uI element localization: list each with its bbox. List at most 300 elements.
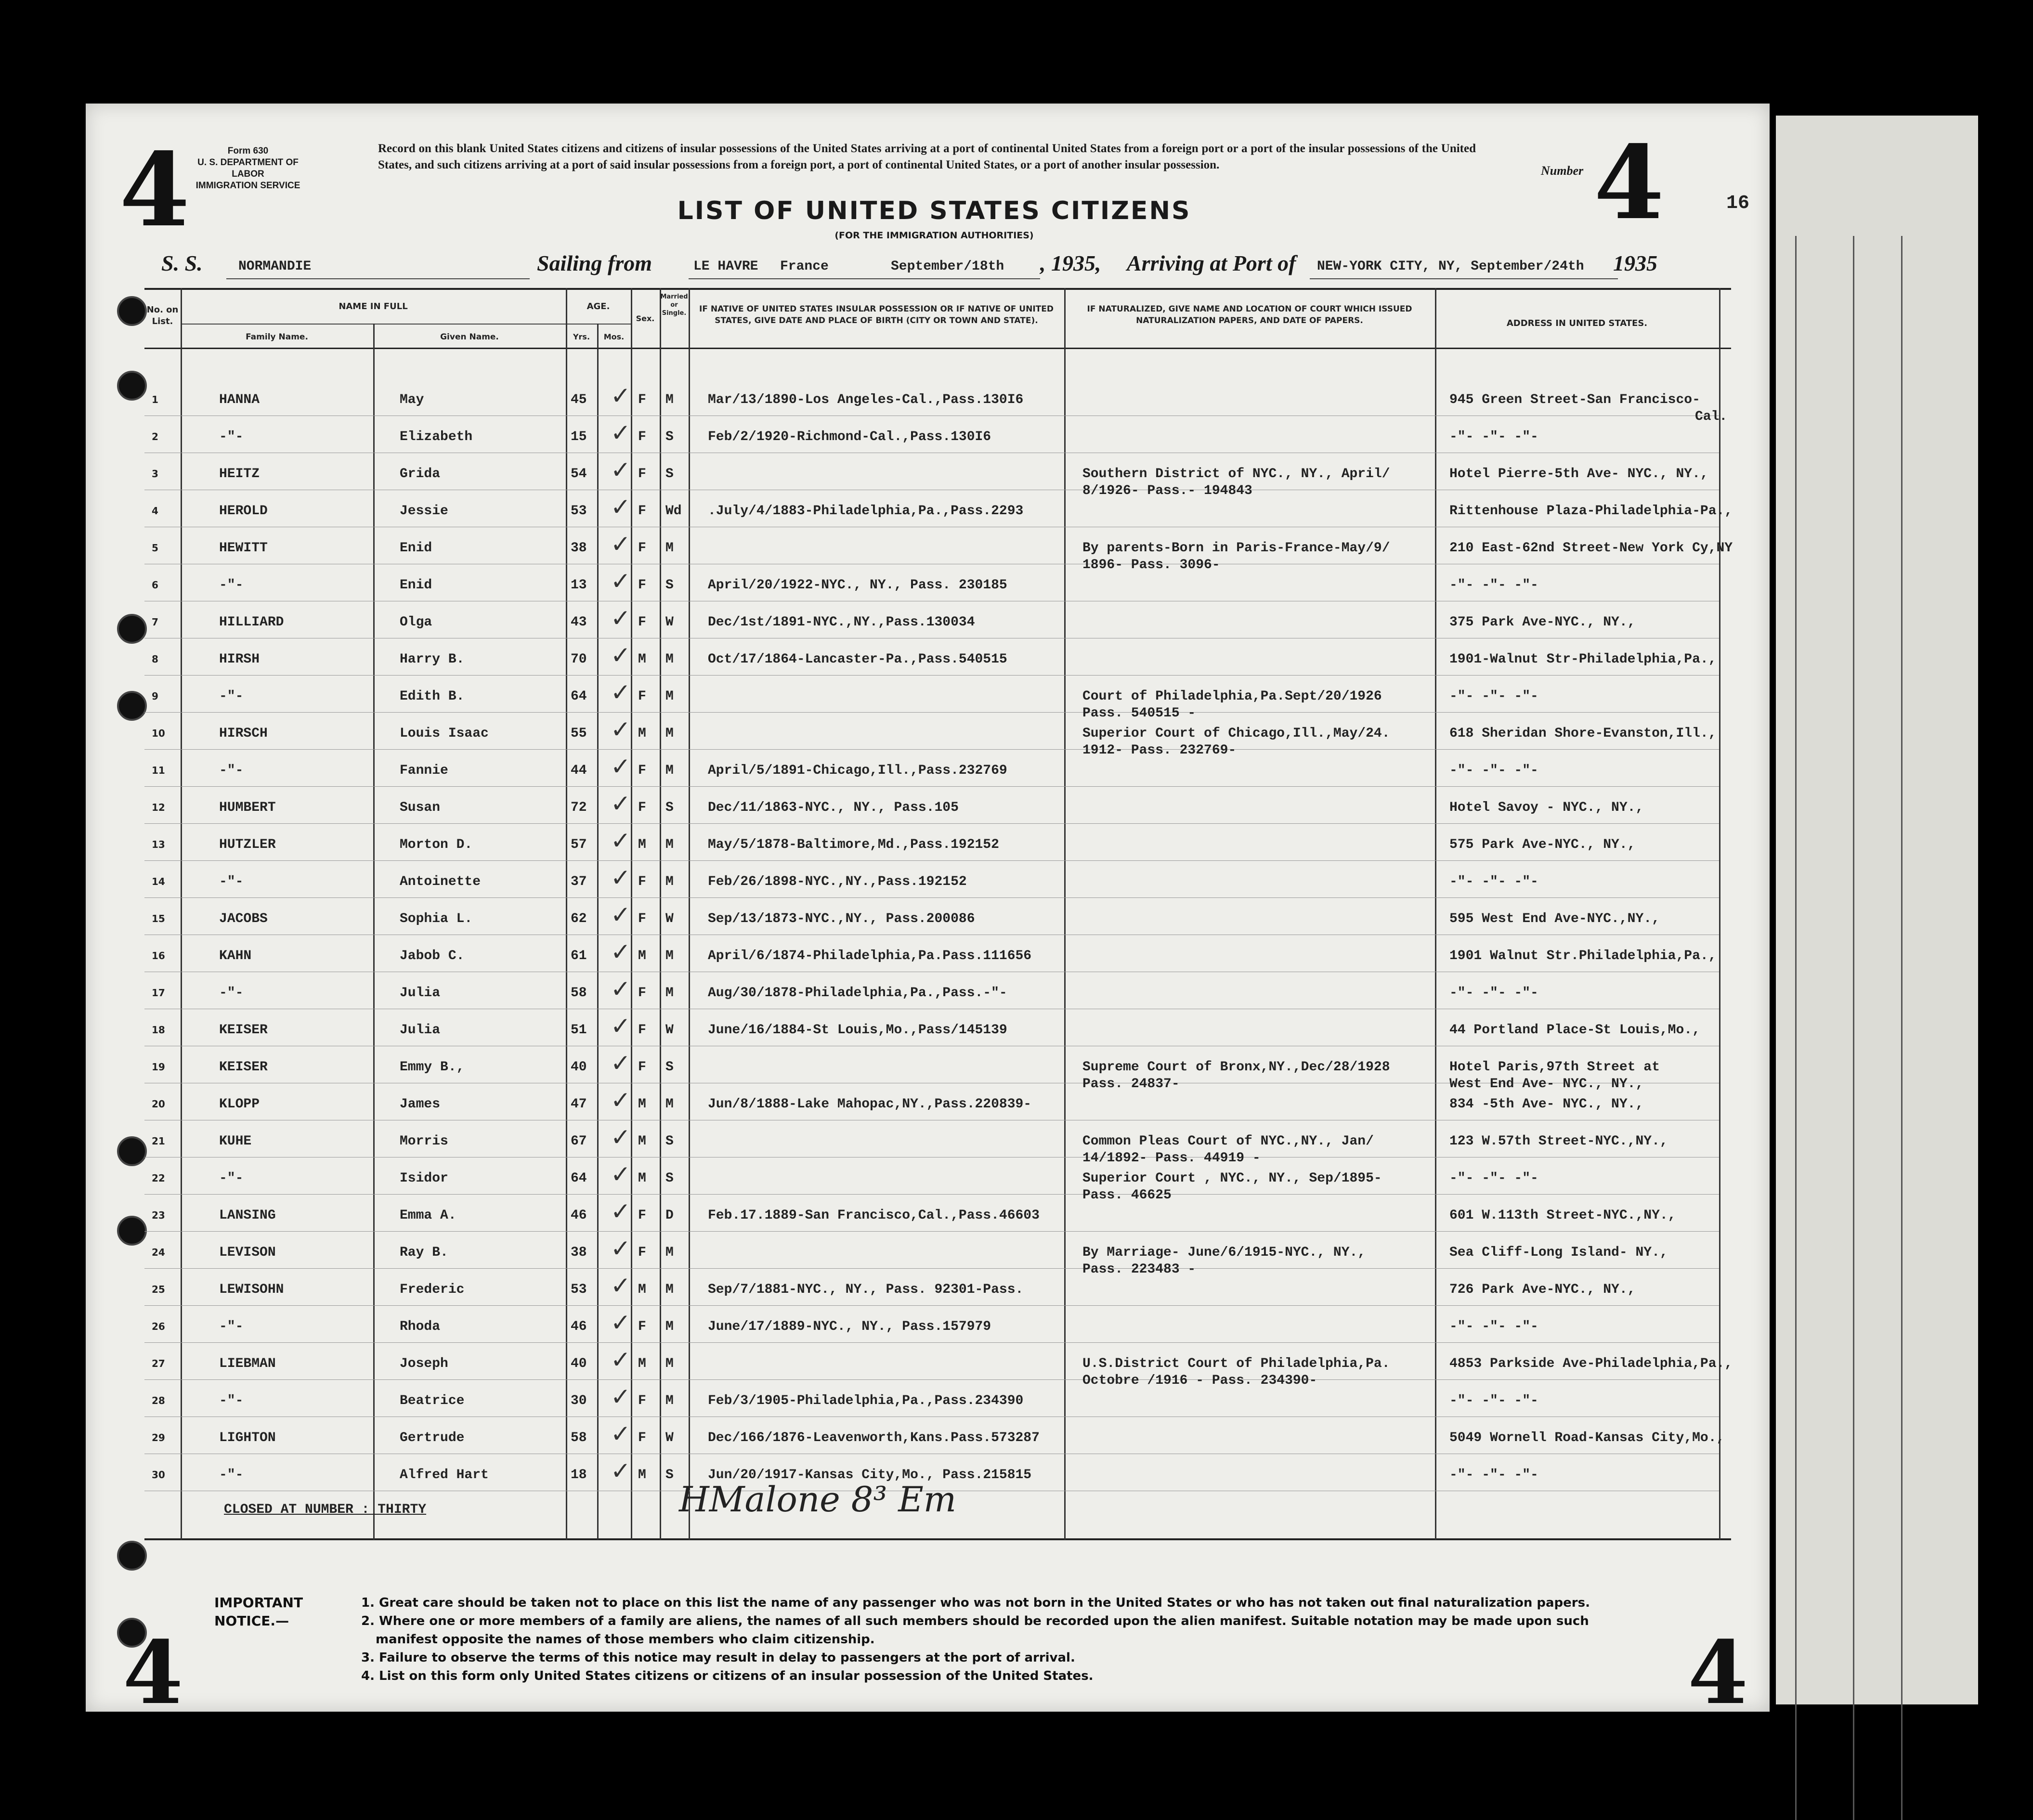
table-row: [0, 1269, 2033, 1306]
birth-details: Jun/20/1917-Kansas City,Mo., Pass.215815: [708, 1468, 1032, 1482]
birth-details: Aug/30/1878-Philadelphia,Pa.,Pass.-"-: [708, 986, 1007, 1001]
binder-hole: [117, 296, 147, 326]
family-name: -"-: [219, 874, 244, 889]
check-mark-icon: ✓: [611, 715, 631, 743]
check-mark-icon: ✓: [611, 901, 631, 929]
family-name: -"-: [219, 1468, 244, 1482]
birth-details: Sep/13/1873-NYC.,NY., Pass.200086: [708, 911, 975, 926]
row-number: 11: [152, 765, 165, 776]
marital-status: M: [665, 689, 674, 704]
table-top-border: [144, 288, 1731, 290]
us-address-line-2: Cal.: [1695, 409, 1728, 424]
table-row: [0, 1417, 2033, 1455]
sex: F: [638, 1430, 646, 1445]
check-mark-icon: ✓: [611, 493, 631, 521]
age-years: 38: [571, 1245, 587, 1260]
given-name: Gertrude: [400, 1430, 465, 1445]
naturalization-details-line-2: 1912- Pass. 232769-: [1082, 743, 1237, 758]
family-name: LEWISOHN: [219, 1282, 284, 1297]
row-rule: [144, 1305, 1719, 1306]
given-name: Edith B.: [400, 689, 465, 704]
departure-year: , 1935,: [1040, 251, 1101, 275]
row-number: 10: [152, 728, 165, 739]
sex: M: [638, 1097, 646, 1112]
col-header-given: Given Name.: [440, 332, 499, 342]
sex: M: [638, 1171, 646, 1186]
age-years: 67: [571, 1134, 587, 1149]
table-row: [0, 602, 2033, 639]
col-header-native: IF NATIVE OF UNITED STATES INSULAR POSSESSION OR IF NATIVE OF UNITED STATES, GIVE DATE AND PLACE OF BIRTH (CITY OR TOWN AND STATE).: [699, 304, 1054, 325]
list-number-top-right: 4: [1594, 123, 1665, 242]
col-header-sex: Sex.: [636, 314, 655, 323]
us-address: -"- -"- -"-: [1449, 986, 1538, 1001]
row-number: 1: [152, 394, 158, 405]
family-name: KLOPP: [219, 1097, 260, 1112]
family-name: -"-: [219, 578, 244, 593]
us-address: -"- -"- -"-: [1449, 1171, 1538, 1186]
col-header-mos: Mos.: [603, 332, 625, 341]
sex: M: [638, 837, 646, 852]
check-mark-icon: ✓: [611, 1012, 631, 1040]
family-name: HUMBERT: [219, 800, 276, 815]
marital-status: S: [665, 1468, 674, 1482]
table-row: [0, 416, 2033, 454]
row-rule: [144, 749, 1719, 750]
us-address: 375 Park Ave-NYC., NY.,: [1449, 615, 1636, 630]
marital-status: M: [665, 949, 674, 963]
check-mark-icon: ✓: [611, 753, 631, 780]
row-number: 6: [152, 579, 158, 591]
family-name: -"-: [219, 763, 244, 778]
page-title: LIST OF UNITED STATES CITIZENS: [677, 196, 1191, 225]
ship-name: NORMANDIE: [238, 259, 312, 274]
table-row: [0, 379, 2033, 424]
age-years: 43: [571, 615, 587, 630]
row-rule: [144, 786, 1719, 787]
list-number-bottom-left: 4: [123, 1622, 183, 1724]
table-row: [0, 1010, 2033, 1047]
us-address: -"- -"- -"-: [1449, 689, 1538, 704]
country-of-departure: France: [780, 259, 829, 274]
marital-status: W: [665, 615, 674, 630]
marital-status: W: [665, 1430, 674, 1445]
sex: M: [638, 652, 646, 667]
marital-status: S: [665, 1134, 674, 1149]
age-years: 38: [571, 541, 587, 556]
table-row: [0, 861, 2033, 898]
age-years: 44: [571, 763, 587, 778]
row-number: 18: [152, 1024, 165, 1036]
naturalization-details: Common Pleas Court of NYC.,NY., Jan/: [1082, 1134, 1374, 1149]
marital-status: W: [665, 1023, 674, 1038]
us-address: -"- -"- -"-: [1449, 1468, 1538, 1482]
table-row: [0, 1380, 2033, 1417]
family-name: HILLIARD: [219, 615, 284, 630]
us-address: -"- -"- -"-: [1449, 1393, 1538, 1408]
important-notice-items: [361, 1594, 1733, 1685]
age-years: 15: [571, 429, 587, 444]
row-number: 28: [152, 1395, 165, 1406]
col-header-no: No. on List.: [146, 305, 179, 326]
row-number: 23: [152, 1209, 165, 1221]
family-name: -"-: [219, 689, 244, 704]
marital-status: W: [665, 911, 674, 926]
sex: M: [638, 1282, 646, 1297]
family-name: HEITZ: [219, 467, 260, 481]
naturalization-details-line-2: Pass. 223483 -: [1082, 1262, 1196, 1277]
family-name: KEISER: [219, 1060, 268, 1075]
row-number: 15: [152, 913, 165, 924]
us-address: 945 Green Street-San Francisco-: [1449, 392, 1700, 407]
given-name: Jessie: [400, 504, 448, 519]
age-years: 53: [571, 1282, 587, 1297]
sailing-from-label: Sailing from: [537, 251, 652, 275]
check-mark-icon: ✓: [611, 1383, 631, 1411]
marital-status: M: [665, 837, 674, 852]
col-header-yrs: Yrs.: [573, 332, 590, 341]
given-name: Emmy B.,: [400, 1060, 465, 1075]
birth-details: Dec/1st/1891-NYC.,NY.,Pass.130034: [708, 615, 975, 630]
marital-status: M: [665, 541, 674, 556]
given-name: Julia: [400, 986, 441, 1001]
age-years: 64: [571, 1171, 587, 1186]
given-name: James: [400, 1097, 441, 1112]
table-row: [0, 1455, 2033, 1492]
age-years: 18: [571, 1468, 587, 1482]
us-address: -"- -"- -"-: [1449, 429, 1538, 444]
table-row: [0, 898, 2033, 936]
us-address: 1901-Walnut Str-Philadelphia,Pa.,: [1449, 652, 1717, 667]
sex: F: [638, 578, 646, 593]
naturalization-details-line-2: 1896- Pass. 3096-: [1082, 558, 1220, 572]
given-name: Susan: [400, 800, 441, 815]
check-mark-icon: ✓: [611, 1086, 631, 1114]
form-identification: [190, 145, 306, 192]
row-number: 29: [152, 1432, 165, 1443]
department-name: U. S. DEPARTMENT OF LABOR: [197, 157, 299, 179]
sex: M: [638, 1468, 646, 1482]
service-name: IMMIGRATION SERVICE: [195, 181, 300, 191]
marital-status: M: [665, 652, 674, 667]
check-mark-icon: ✓: [611, 827, 631, 855]
marital-status: S: [665, 467, 674, 481]
check-mark-icon: ✓: [611, 938, 631, 966]
row-rule: [144, 1268, 1719, 1269]
row-number: 9: [152, 690, 158, 702]
us-address: 4853 Parkside Ave-Philadelphia,Pa.,: [1449, 1356, 1733, 1371]
birth-details: April/20/1922-NYC., NY., Pass. 230185: [708, 578, 1007, 593]
marital-status: M: [665, 1393, 674, 1408]
list-number-bottom-right: 4: [1688, 1622, 1748, 1724]
age-years: 72: [571, 800, 587, 815]
sex: F: [638, 541, 646, 556]
check-mark-icon: ✓: [611, 864, 631, 892]
sex: F: [638, 615, 646, 630]
family-name: KAHN: [219, 949, 252, 963]
passenger-rows: [0, 379, 2033, 1492]
arrival-year: 1935: [1613, 251, 1657, 275]
birth-details: Feb.17.1889-San Francisco,Cal.,Pass.46603: [708, 1208, 1040, 1223]
sex: M: [638, 726, 646, 741]
check-mark-icon: ✓: [611, 1123, 631, 1151]
sex: F: [638, 800, 646, 815]
marital-status: D: [665, 1208, 674, 1223]
check-mark-icon: ✓: [611, 678, 631, 706]
us-address: 1901 Walnut Str.Philadelphia,Pa.,: [1449, 949, 1717, 963]
age-years: 62: [571, 911, 587, 926]
table-row: [0, 824, 2033, 861]
age-years: 55: [571, 726, 587, 741]
table-row: [0, 1232, 2033, 1277]
form-instructions: Record on this blank United States citizens and citizens of insular possessions of the United States arriving at a port of continental United States from a foreign port or a port of the insular possessions of the United States, and such citizens arriving at a port of said insular possessions from a foreign port, a port of continental United States, or a port of another insular possession.: [378, 142, 1476, 171]
naturalization-details-line-2: 14/1892- Pass. 44919 -: [1082, 1151, 1261, 1166]
check-mark-icon: ✓: [611, 382, 631, 410]
row-rule: [144, 1342, 1719, 1343]
family-name: JACOBS: [219, 911, 268, 926]
naturalization-details: U.S.District Court of Philadelphia,Pa.: [1082, 1356, 1390, 1371]
sex: F: [638, 1060, 646, 1075]
table-row: [0, 491, 2033, 528]
naturalization-details: Superior Court of Chicago,Ill.,May/24.: [1082, 726, 1390, 741]
birth-details: Dec/166/1876-Leavenworth,Kans.Pass.573287: [708, 1430, 1040, 1445]
birth-details: Jun/8/1888-Lake Mahopac,NY.,Pass.220839-: [708, 1097, 1032, 1112]
birth-details: April/6/1874-Philadelphia,Pa.Pass.111656: [708, 949, 1032, 963]
family-name: LEVISON: [219, 1245, 276, 1260]
check-mark-icon: ✓: [611, 1457, 631, 1485]
family-name: KEISER: [219, 1023, 268, 1038]
table-row: [0, 936, 2033, 973]
age-years: 54: [571, 467, 587, 481]
us-address: 44 Portland Place-St Louis,Mo.,: [1449, 1023, 1700, 1038]
given-name: Morton D.: [400, 837, 473, 852]
family-name: KUHE: [219, 1134, 252, 1149]
row-number: 27: [152, 1358, 165, 1369]
marital-status: M: [665, 986, 674, 1001]
sex: F: [638, 763, 646, 778]
row-number: 22: [152, 1172, 165, 1184]
us-address: 601 W.113th Street-NYC.,NY.,: [1449, 1208, 1676, 1223]
marital-status: M: [665, 1245, 674, 1260]
table-row: [0, 676, 2033, 721]
family-name: HUTZLER: [219, 837, 276, 852]
marital-status: S: [665, 1060, 674, 1075]
age-years: 13: [571, 578, 587, 593]
closed-at-number: CLOSED AT NUMBER : THIRTY: [224, 1502, 427, 1517]
table-row: [0, 750, 2033, 787]
arriving-label: Arriving at Port of: [1127, 251, 1296, 275]
us-address: Rittenhouse Plaza-Philadelphia-Pa.,: [1449, 504, 1733, 519]
given-name: Rhoda: [400, 1319, 441, 1334]
age-years: 57: [571, 837, 587, 852]
table-row: [0, 1084, 2033, 1121]
naturalization-details: Southern District of NYC., NY., April/: [1082, 467, 1390, 481]
table-row: [0, 713, 2033, 758]
age-years: 45: [571, 392, 587, 407]
row-number: 5: [152, 542, 158, 554]
inspector-signature: HMalone 8³ Em: [679, 1479, 957, 1520]
row-number: 20: [152, 1098, 165, 1110]
family-name: -"-: [219, 429, 244, 444]
check-mark-icon: ✓: [611, 1235, 631, 1262]
sex: F: [638, 911, 646, 926]
age-years: 46: [571, 1208, 587, 1223]
check-mark-icon: ✓: [611, 1346, 631, 1374]
family-name: -"-: [219, 1171, 244, 1186]
age-years: 61: [571, 949, 587, 963]
table-row: [0, 973, 2033, 1010]
age-years: 70: [571, 652, 587, 667]
notice-item-4: 4. List on this form only United States citizens or citizens of an insular possession of the United States.: [361, 1669, 1094, 1683]
check-mark-icon: ✓: [611, 975, 631, 1003]
naturalization-details-line-2: 8/1926- Pass.- 194843: [1082, 483, 1252, 498]
us-address: Sea Cliff-Long Island- NY.,: [1449, 1245, 1668, 1260]
departure-date: September/18th: [891, 259, 1004, 274]
table-bottom-border: [144, 1538, 1731, 1540]
notice-item-2: 2. Where one or more members of a family are aliens, the names of all such members should be recorded upon the alien manifest. Suitable notation may be made upon such: [361, 1614, 1589, 1628]
given-name: Antoinette: [400, 874, 481, 889]
row-number: 17: [152, 987, 165, 999]
form-id: Form 630: [227, 146, 269, 156]
notice-item-3: 3. Failure to observe the terms of this notice may result in delay to passengers at the port of arrival.: [361, 1651, 1075, 1665]
row-number: 25: [152, 1284, 165, 1295]
sex: F: [638, 504, 646, 519]
check-mark-icon: ✓: [611, 530, 631, 558]
naturalization-details: By Marriage- June/6/1915-NYC., NY.,: [1082, 1245, 1366, 1260]
sex: F: [638, 1393, 646, 1408]
age-years: 51: [571, 1023, 587, 1038]
birth-details: Feb/3/1905-Philadelphia,Pa.,Pass.234390: [708, 1393, 1024, 1408]
table-row: [0, 1343, 2033, 1388]
given-name: Frederic: [400, 1282, 465, 1297]
col-header-age: AGE.: [586, 301, 610, 312]
given-name: Harry B.: [400, 652, 465, 667]
marital-status: M: [665, 763, 674, 778]
row-number: 21: [152, 1135, 165, 1147]
birth-details: .July/4/1883-Philadelphia,Pa.,Pass.2293: [708, 504, 1024, 519]
row-rule: [144, 897, 1719, 898]
number-label: Number: [1541, 164, 1584, 178]
us-address: 210 East-62nd Street-New York Cy,NY: [1449, 541, 1733, 556]
us-address: -"- -"- -"-: [1449, 1319, 1538, 1334]
check-mark-icon: ✓: [611, 1049, 631, 1077]
check-mark-icon: ✓: [611, 790, 631, 818]
given-name: Sophia L.: [400, 911, 473, 926]
sex: F: [638, 1208, 646, 1223]
family-name: LANSING: [219, 1208, 276, 1223]
given-name: Beatrice: [400, 1393, 465, 1408]
family-name: HIRSCH: [219, 726, 268, 741]
us-address: 123 W.57th Street-NYC.,NY.,: [1449, 1134, 1668, 1149]
marital-status: S: [665, 429, 674, 444]
row-rule: [144, 823, 1719, 824]
naturalization-details: Superior Court , NYC., NY., Sep/1895-: [1082, 1171, 1382, 1186]
us-address: 595 West End Ave-NYC.,NY.,: [1449, 911, 1660, 926]
row-number: 2: [152, 431, 158, 442]
naturalization-details-line-2: Pass. 24837-: [1082, 1077, 1180, 1092]
col-header-married: Married or Single.: [660, 293, 688, 317]
birth-details: Feb/26/1898-NYC.,NY.,Pass.192152: [708, 874, 967, 889]
sex: F: [638, 1245, 646, 1260]
birth-details: June/16/1884-St Louis,Mo.,Pass/145139: [708, 1023, 1007, 1038]
underline: [1310, 278, 1618, 279]
table-row: [0, 1121, 2033, 1166]
age-years: 46: [571, 1319, 587, 1334]
given-name: Morris: [400, 1134, 448, 1149]
birth-details: June/17/1889-NYC., NY., Pass.157979: [708, 1319, 991, 1334]
col-header-address: ADDRESS IN UNITED STATES.: [1506, 318, 1648, 328]
check-mark-icon: ✓: [611, 604, 631, 632]
marital-status: Wd: [665, 504, 682, 519]
check-mark-icon: ✓: [611, 1272, 631, 1300]
marital-status: M: [665, 1282, 674, 1297]
table-row: [0, 1195, 2033, 1232]
page-subtitle: (FOR THE IMMIGRATION AUTHORITIES): [834, 230, 1034, 241]
marital-status: S: [665, 1171, 674, 1186]
col-header-family: Family Name.: [246, 332, 308, 342]
row-rule: [144, 1231, 1719, 1232]
us-address: -"- -"- -"-: [1449, 874, 1538, 889]
us-address-line-2: West End Ave- NYC., NY.,: [1449, 1077, 1644, 1092]
check-mark-icon: ✓: [611, 1420, 631, 1448]
family-name: -"-: [219, 1319, 244, 1334]
marital-status: M: [665, 874, 674, 889]
table-row: [0, 1047, 2033, 1092]
row-rule: [144, 1379, 1719, 1380]
age-years: 53: [571, 504, 587, 519]
us-address: 5049 Wornell Road-Kansas City,Mo.,: [1449, 1430, 1725, 1445]
notice-item-2-continued: manifest opposite the names of those members who claim citizenship.: [376, 1632, 875, 1647]
row-number: 16: [152, 950, 165, 962]
marital-status: M: [665, 392, 674, 407]
page-number: 16: [1726, 193, 1750, 214]
col-header-name: NAME IN FULL: [339, 301, 408, 312]
underline: [226, 278, 530, 279]
given-name: Isidor: [400, 1171, 448, 1186]
col-header-naturalized: IF NATURALIZED, GIVE NAME AND LOCATION OF COURT WHICH ISSUED NATURALIZATION PAPERS, AND DATE OF PAPERS.: [1087, 304, 1412, 325]
age-years: 64: [571, 689, 587, 704]
sex: M: [638, 949, 646, 963]
birth-details: May/5/1878-Baltimore,Md.,Pass.192152: [708, 837, 999, 852]
given-name: Enid: [400, 541, 432, 556]
given-name: Emma A.: [400, 1208, 456, 1223]
sex: F: [638, 689, 646, 704]
row-number: 3: [152, 468, 158, 480]
row-rule: [144, 675, 1719, 676]
us-address: 834 -5th Ave- NYC., NY.,: [1449, 1097, 1644, 1112]
marital-status: M: [665, 1097, 674, 1112]
row-rule: [144, 860, 1719, 861]
sex: F: [638, 429, 646, 444]
given-name: Olga: [400, 615, 432, 630]
us-address: -"- -"- -"-: [1449, 578, 1538, 593]
us-address: -"- -"- -"-: [1449, 763, 1538, 778]
naturalization-details: By parents-Born in Paris-France-May/9/: [1082, 541, 1390, 556]
us-address: Hotel Pierre-5th Ave- NYC., NY.,: [1449, 467, 1708, 481]
given-name: Jabob C.: [400, 949, 465, 963]
sex: F: [638, 874, 646, 889]
family-name: -"-: [219, 1393, 244, 1408]
given-name: Joseph: [400, 1356, 448, 1371]
us-address: 618 Sheridan Shore-Evanston,Ill.,: [1449, 726, 1717, 741]
age-years: 58: [571, 1430, 587, 1445]
table-header-border: [144, 348, 1731, 349]
row-number: 4: [152, 505, 158, 517]
row-number: 19: [152, 1061, 165, 1073]
age-years: 40: [571, 1356, 587, 1371]
us-address: 575 Park Ave-NYC., NY.,: [1449, 837, 1636, 852]
row-rule: [144, 712, 1719, 713]
naturalization-details-line-2: Pass. 540515 -: [1082, 706, 1196, 721]
